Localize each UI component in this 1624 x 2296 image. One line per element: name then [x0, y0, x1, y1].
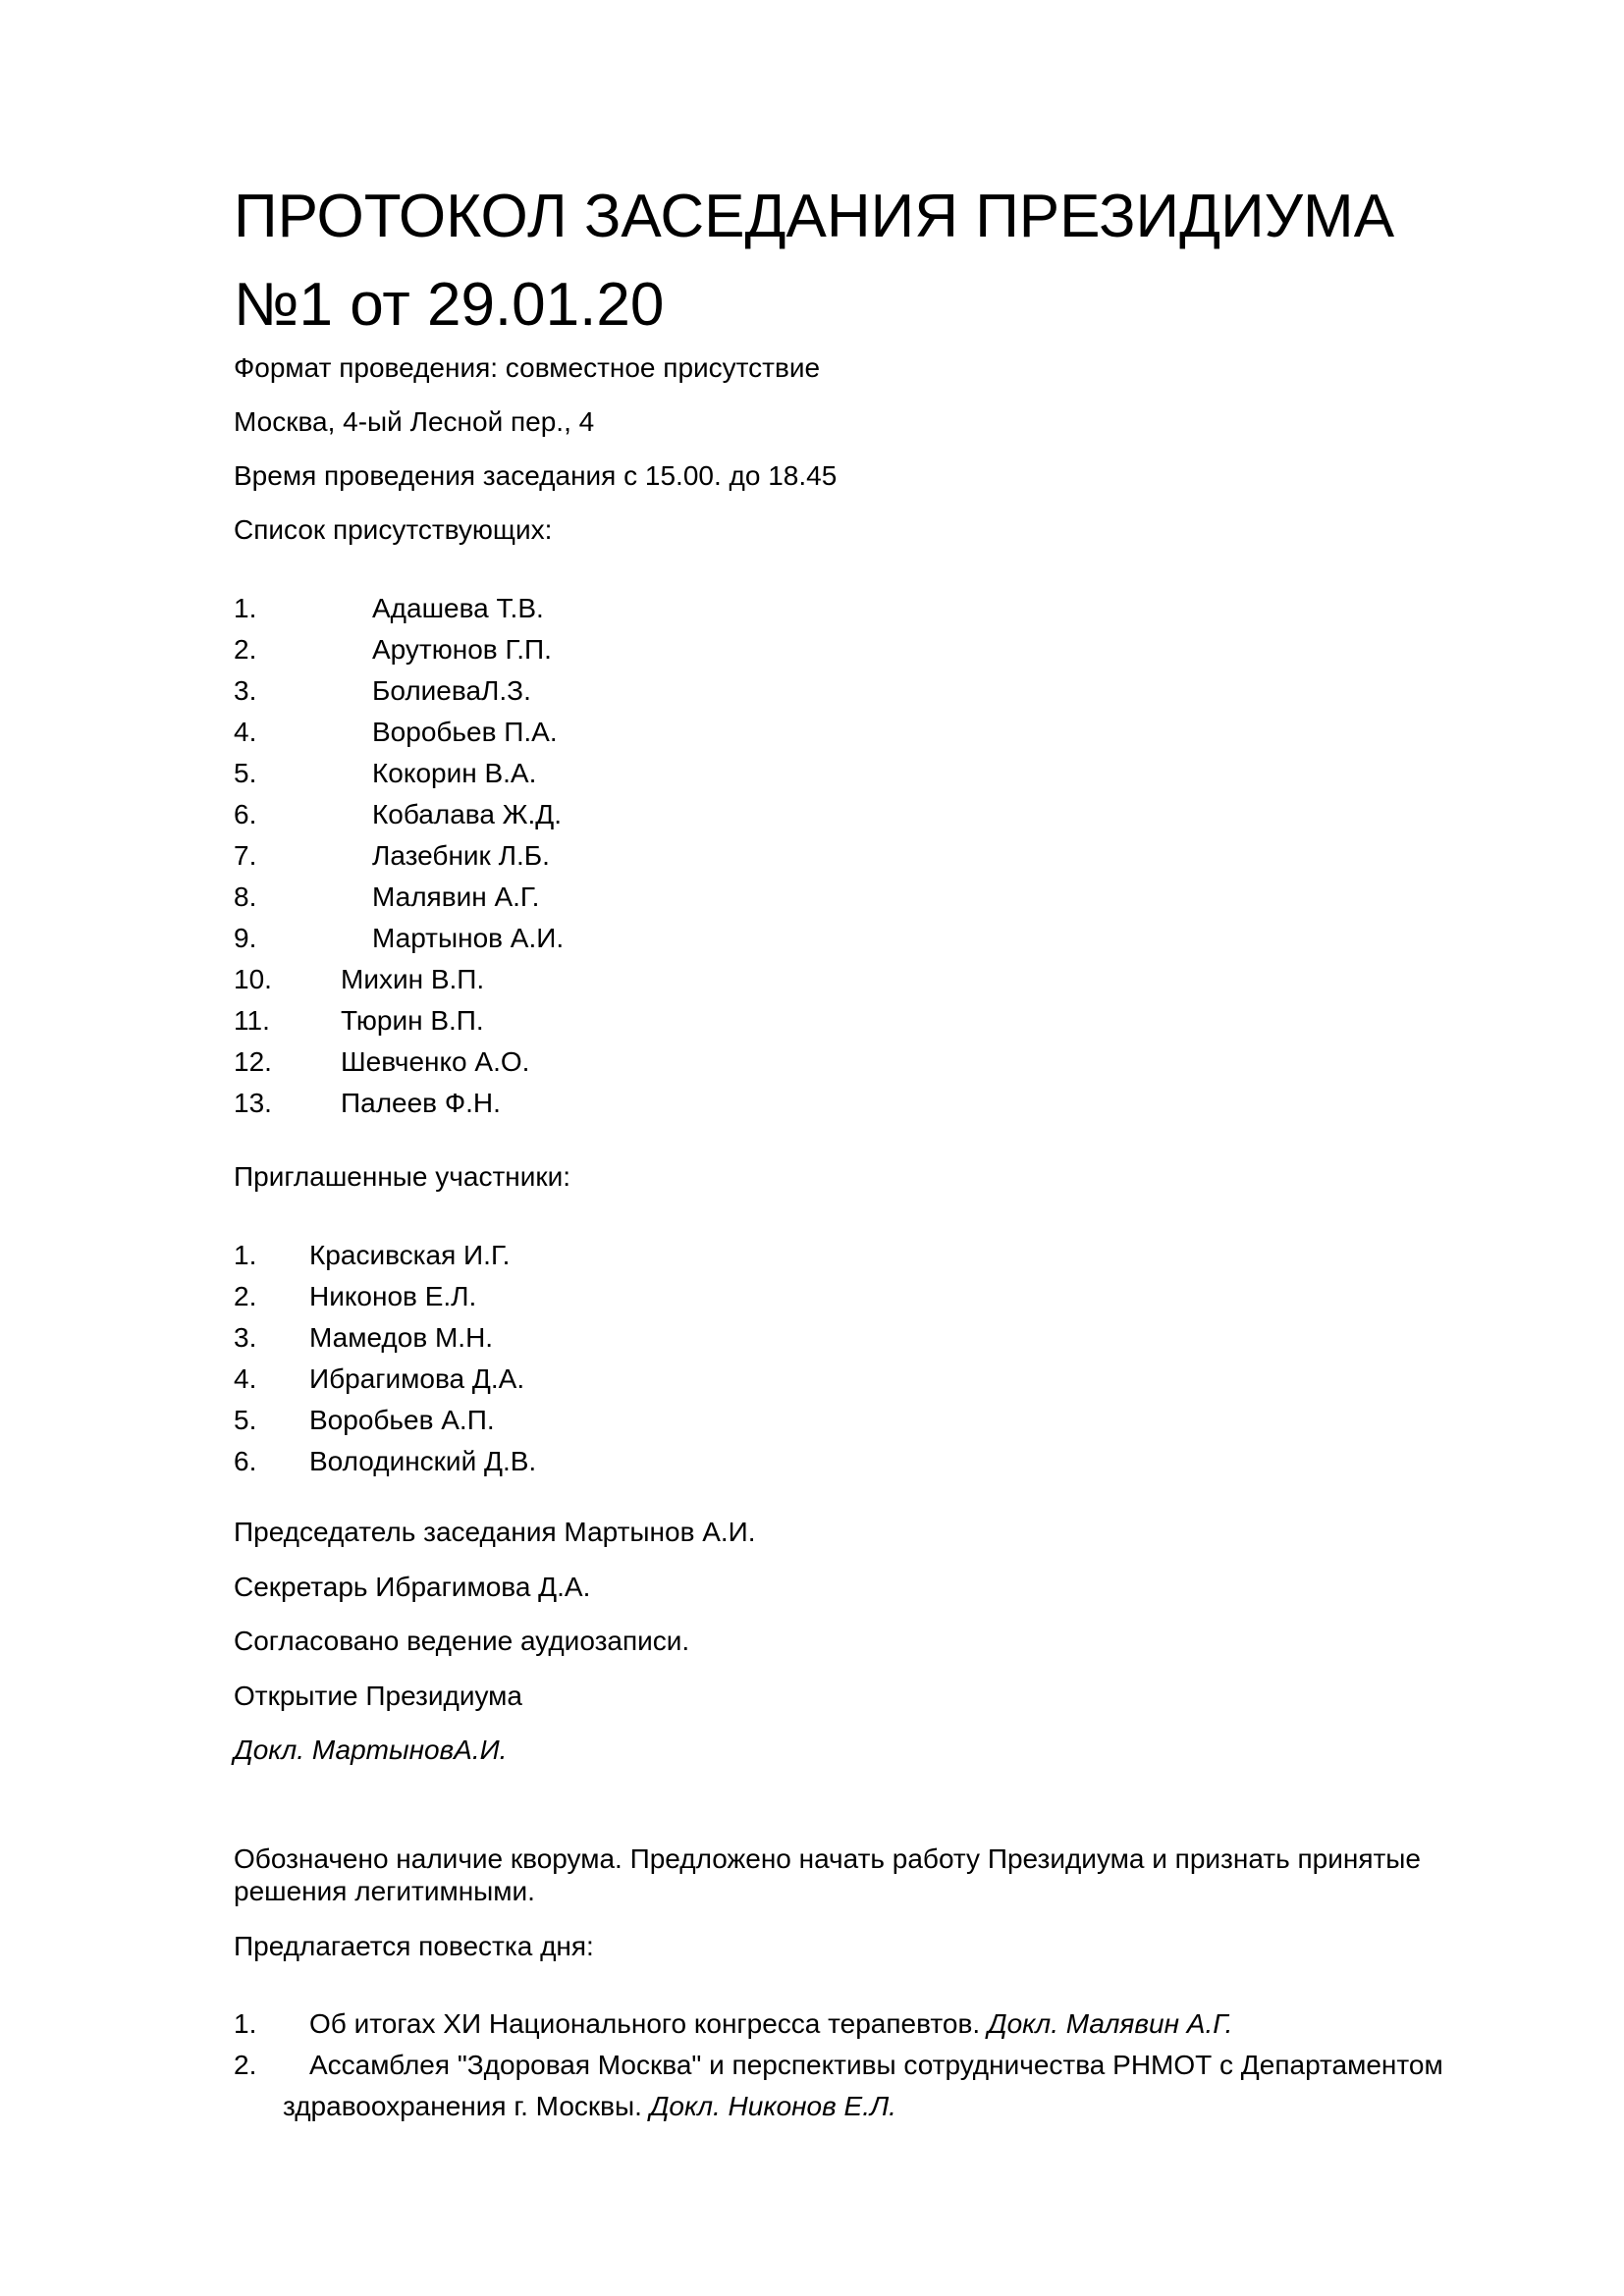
- list-number: 6.: [234, 799, 257, 829]
- agenda-item-speaker: Докл. Малявин А.Г.: [987, 2008, 1233, 2039]
- title-line-2: №1 от 29.01.20: [234, 271, 665, 339]
- invited-heading: Приглашенные участники:: [234, 1161, 571, 1192]
- meeting-address: Москва, 4-ый Лесной пер., 4: [234, 406, 595, 437]
- agenda-item-speaker: Докл. Никонов Е.Л.: [649, 2091, 896, 2121]
- list-number: 2.: [234, 1281, 257, 1311]
- list-number: 6.: [234, 1446, 257, 1476]
- list-number: 13.: [234, 1088, 272, 1118]
- meeting-time: Время проведения заседания с 15.00. до 18.45: [234, 460, 838, 491]
- quorum-line-2: решения легитимными.: [234, 1876, 535, 1906]
- list-number: 1.: [234, 2008, 257, 2039]
- page-title: [234, 173, 1394, 349]
- list-number: 2.: [234, 2050, 257, 2080]
- secretary-line: Секретарь Ибрагимова Д.А.: [234, 1572, 591, 1602]
- attendee-name: Адашева Т.В.: [372, 593, 544, 623]
- invited-name: Красивская И.Г.: [309, 1240, 511, 1270]
- agenda-item-text-line-1: Ассамблея "Здоровая Москва" и перспективы сотрудничества РНМОТ с Департаментом: [309, 2050, 1443, 2080]
- list-number: 11.: [234, 1005, 270, 1036]
- list-number: 5.: [234, 758, 257, 788]
- list-number: 3.: [234, 675, 257, 706]
- list-number: 4.: [234, 717, 257, 747]
- agenda-item-text: Об итогах XИ Национального конгресса терапевтов.: [309, 2008, 981, 2039]
- attendee-name: Лазебник Л.Б.: [372, 840, 550, 871]
- meeting-format: Формат проведения: совместное присутствие: [234, 352, 821, 383]
- list-number: 8.: [234, 881, 257, 912]
- invited-name: Воробьев А.П.: [309, 1405, 495, 1435]
- list-number: 9.: [234, 923, 257, 953]
- quorum-line-1: Обозначено наличие кворума. Предложено начать работу Президиума и признать принятые: [234, 1843, 1422, 1874]
- opening-speaker: Докл. МартыновА.И.: [234, 1735, 508, 1765]
- agenda-heading: Предлагается повестка дня:: [234, 1931, 594, 1961]
- chairman-line: Председатель заседания Мартынов А.И.: [234, 1517, 756, 1547]
- attendee-name: Шевченко А.О.: [341, 1046, 530, 1077]
- opening-line: Открытие Президиума: [234, 1681, 522, 1711]
- list-number: 7.: [234, 840, 257, 871]
- audio-line: Согласовано ведение аудиозаписи.: [234, 1626, 690, 1656]
- agenda-item-body: [309, 2003, 1510, 2045]
- attendee-name: БолиеваЛ.З.: [372, 675, 531, 706]
- list-number: 1.: [234, 593, 257, 623]
- agenda-item-continuation: [283, 2086, 1510, 2127]
- title-line-1: ПРОТОКОЛ ЗАСЕДАНИЯ ПРЕЗИДИУМА: [234, 183, 1395, 250]
- attendee-name: Арутюнов Г.П.: [372, 634, 552, 665]
- invited-name: Мамедов М.Н.: [309, 1322, 494, 1353]
- attendee-name: Малявин А.Г.: [372, 881, 540, 912]
- invited-name: Володинский Д.В.: [309, 1446, 537, 1476]
- quorum-paragraph: [234, 1842, 1421, 1907]
- agenda-item-body: [283, 2045, 1510, 2127]
- list-number: 4.: [234, 1363, 257, 1394]
- list-number: 5.: [234, 1405, 257, 1435]
- attendee-name: Тюрин В.П.: [341, 1005, 484, 1036]
- list-number: 2.: [234, 634, 257, 665]
- attendee-name: Кокорин В.А.: [372, 758, 537, 788]
- attendees-heading: Список присутствующих:: [234, 514, 553, 545]
- attendee-name: Палеев Ф.Н.: [341, 1088, 501, 1118]
- list-number: 12.: [234, 1046, 272, 1077]
- attendee-name: Михин В.П.: [341, 964, 485, 994]
- agenda-item-text-line-2: здравоохранения г. Москвы.: [283, 2091, 642, 2121]
- attendee-name: Кобалава Ж.Д.: [372, 799, 563, 829]
- attendee-name: Воробьев П.А.: [372, 717, 558, 747]
- list-number: 10.: [234, 964, 272, 994]
- attendee-name: Мартынов А.И.: [372, 923, 565, 953]
- list-number: 1.: [234, 1240, 257, 1270]
- invited-name: Никонов Е.Л.: [309, 1281, 477, 1311]
- list-number: 3.: [234, 1322, 257, 1353]
- invited-name: Ибрагимова Д.А.: [309, 1363, 525, 1394]
